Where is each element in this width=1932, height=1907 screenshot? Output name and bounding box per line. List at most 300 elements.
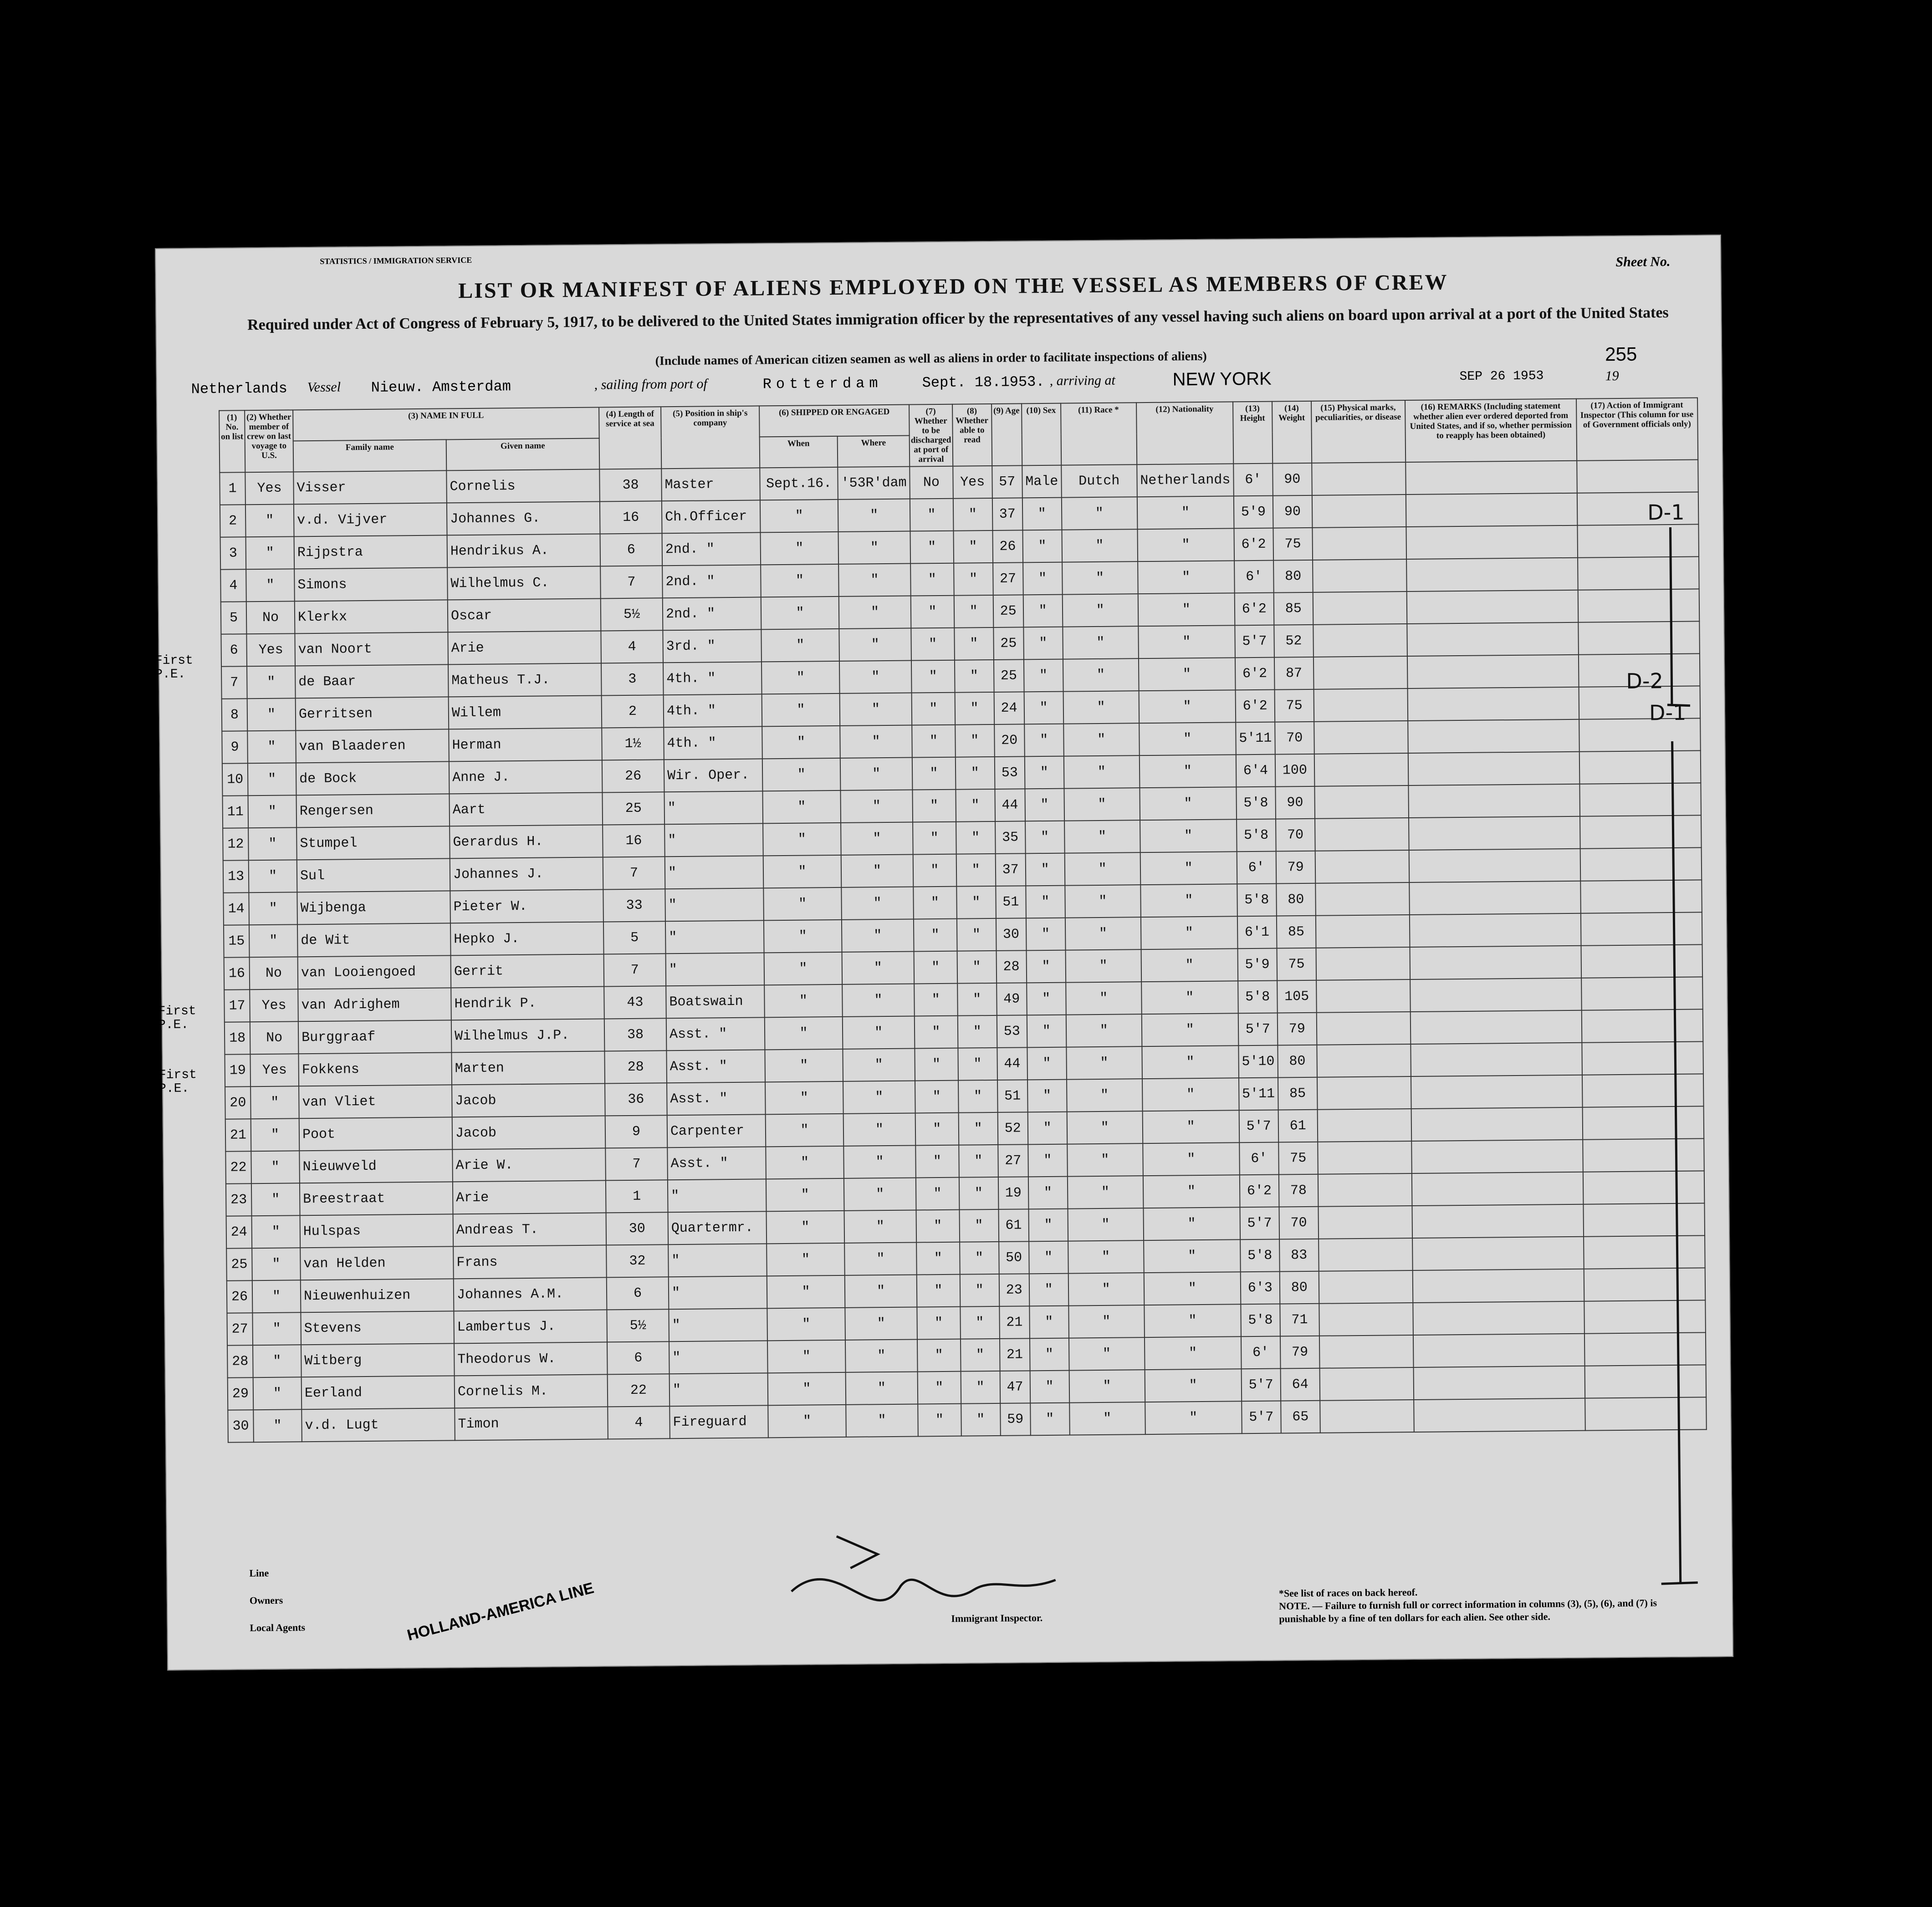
cell-phys (1312, 462, 1406, 495)
cell-age: 27 (993, 562, 1023, 595)
cell-phys (1314, 721, 1408, 754)
cell-when: " (767, 1308, 845, 1341)
cell-given: Cornelis M. (455, 1374, 608, 1408)
cell-nat: " (1140, 884, 1237, 917)
cell-member: " (251, 1151, 300, 1183)
cell-no: 8 (222, 699, 248, 731)
cell-position: " (668, 1244, 767, 1277)
cell-sex: " (1029, 1306, 1069, 1339)
cell-disch: " (918, 1372, 961, 1404)
cell-read: " (957, 983, 997, 1016)
cell-sex: " (1029, 1241, 1068, 1274)
margin-note: First P.E. (158, 1004, 196, 1033)
cell-given: Gerrit (451, 954, 604, 988)
cell-age: 53 (995, 756, 1025, 789)
cell-sex: " (1025, 853, 1065, 886)
owners-label: Owners (249, 1594, 283, 1606)
cell-length: 38 (599, 469, 662, 501)
cell-family: Klerkx (295, 600, 448, 633)
cell-position: Asst. " (666, 1017, 765, 1050)
cell-where: " (845, 1275, 917, 1307)
cell-no: 27 (227, 1313, 253, 1345)
cell-nat: " (1141, 948, 1238, 982)
cell-rem (1411, 1043, 1582, 1076)
cell-age: 25 (993, 627, 1024, 660)
cell-length: 1½ (602, 727, 664, 760)
footer-labels (249, 1559, 305, 1642)
cell-given: Andreas T. (453, 1213, 607, 1246)
cell-member: " (248, 763, 296, 795)
cell-family: Visser (293, 470, 447, 504)
cell-disch: " (912, 693, 955, 725)
cell-sex: " (1025, 821, 1065, 854)
cell-no: 28 (227, 1345, 253, 1377)
cell-given: Anne J. (449, 760, 603, 794)
cell-phys (1314, 753, 1409, 786)
cell-race: " (1067, 1143, 1143, 1176)
cell-where: " (845, 1307, 917, 1340)
cell-family: van Adrighem (298, 988, 451, 1021)
cell-read: " (959, 1209, 999, 1242)
cell-member: " (250, 1086, 299, 1119)
cell-weight: 83 (1279, 1239, 1319, 1272)
cell-disch: " (915, 1016, 958, 1049)
cell-where: " (840, 790, 913, 823)
cell-read: " (955, 724, 995, 757)
cell-length: 22 (608, 1374, 670, 1407)
cell-rem (1413, 1334, 1585, 1367)
cell-where: " (838, 499, 910, 532)
cell-rem (1412, 1172, 1584, 1206)
cell-length: 9 (605, 1115, 668, 1148)
cell-when: " (766, 1146, 844, 1179)
cell-act (1577, 459, 1698, 493)
cell-read: " (961, 1339, 1000, 1372)
cell-race: " (1067, 1111, 1143, 1144)
cell-position: 2nd. " (662, 532, 761, 566)
cell-given: Pieter W. (450, 889, 603, 923)
local-agents-label: Local Agents (250, 1621, 306, 1634)
cell-age: 52 (997, 1112, 1028, 1145)
cell-length: 25 (602, 792, 664, 825)
cell-length: 4 (608, 1406, 670, 1439)
cell-rem (1410, 946, 1581, 979)
cell-height: 6'2 (1234, 528, 1273, 561)
cell-read: " (957, 918, 997, 951)
page-subtitle-note: (Include names of American citizen seamen as well as aliens in order to facilitate inspections of aliens) (655, 349, 1207, 368)
margin-note: First P.E. (154, 653, 194, 682)
col-given: Given name (446, 439, 600, 471)
cell-family: Witberg (301, 1343, 455, 1377)
vessel-name: Nieuw. Amsterdam (371, 378, 511, 396)
cell-length: 2 (602, 695, 664, 728)
cell-weight: 75 (1278, 1142, 1318, 1175)
cell-no: 23 (226, 1183, 252, 1216)
cell-weight: 65 (1281, 1401, 1320, 1433)
cell-nat: " (1138, 593, 1235, 626)
cell-phys (1316, 915, 1410, 948)
cell-when: " (763, 855, 842, 888)
cell-read: " (956, 821, 996, 854)
cell-disch: " (916, 1242, 960, 1275)
cell-rem (1406, 525, 1578, 559)
cell-height: 6'2 (1235, 690, 1275, 723)
cell-disch: " (911, 596, 954, 628)
cell-read: " (954, 627, 994, 660)
col-name: (3) NAME IN FULL (293, 408, 599, 441)
cell-given: Johannes G. (447, 501, 600, 535)
cell-rem (1413, 1366, 1585, 1400)
cell-member: " (248, 795, 296, 828)
cell-where: " (840, 758, 913, 790)
cell-sex: " (1024, 659, 1063, 692)
cell-when: " (768, 1372, 846, 1405)
cell-nat: " (1141, 916, 1238, 949)
cell-age: 51 (996, 886, 1026, 918)
cell-length: 36 (605, 1083, 667, 1116)
col-family: Family name (293, 439, 447, 472)
cell-where: " (841, 887, 914, 920)
cell-family: Gerritsen (296, 697, 449, 730)
cell-age: 59 (1000, 1403, 1031, 1436)
cell-length: 7 (605, 1147, 668, 1180)
cell-disch: " (913, 822, 956, 855)
cell-where: " (844, 1242, 917, 1275)
cell-disch: " (915, 1113, 959, 1146)
cell-given: Aart (449, 792, 603, 826)
cell-disch: " (910, 499, 953, 531)
cell-given: Arie (448, 631, 601, 664)
cell-member: " (245, 504, 294, 537)
cell-given: Arie (453, 1180, 606, 1214)
cell-sex: " (1030, 1338, 1069, 1371)
arriving-label: , arriving at (1049, 372, 1115, 388)
cell-race: " (1066, 982, 1142, 1015)
cell-rem (1411, 1107, 1583, 1141)
cell-family: van Looiengoed (298, 955, 451, 989)
cell-member: " (249, 924, 298, 957)
cell-no: 19 (225, 1054, 250, 1086)
cell-height: 5'11 (1236, 722, 1275, 755)
cell-where: " (846, 1404, 918, 1437)
cell-read: " (959, 1145, 998, 1178)
cell-race: " (1062, 497, 1138, 530)
cell-weight: 70 (1275, 722, 1314, 755)
cell-read: " (956, 854, 996, 887)
cell-read: " (959, 1177, 999, 1210)
sailing-date: Sept. 18.1953. (922, 373, 1045, 392)
col-sex: (10) Sex (1022, 403, 1061, 466)
cell-age: 28 (996, 950, 1027, 983)
cell-where: " (843, 1113, 916, 1146)
cell-no: 17 (224, 989, 250, 1022)
cell-disch: " (915, 1145, 959, 1178)
cell-family: Hulspas (300, 1214, 454, 1248)
footer-note (1279, 1584, 1689, 1626)
cell-read: " (960, 1306, 1000, 1339)
cell-age: 25 (994, 659, 1024, 692)
cell-no: 10 (222, 763, 248, 795)
cell-when: " (761, 564, 839, 597)
cell-nat: " (1138, 625, 1235, 658)
cell-where: " (843, 1081, 915, 1114)
cell-weight: 64 (1280, 1368, 1320, 1401)
cell-position: 4th. " (664, 694, 762, 727)
cell-height: 5'8 (1237, 884, 1277, 917)
cell-age: 50 (999, 1241, 1029, 1274)
cell-length: 7 (600, 566, 663, 598)
cell-position: " (668, 1179, 767, 1212)
cell-when: " (767, 1211, 845, 1244)
sailing-label: , sailing from port of (594, 376, 707, 393)
cell-nat: " (1144, 1239, 1241, 1273)
cell-phys (1317, 1012, 1411, 1045)
cell-nat: " (1143, 1175, 1240, 1208)
cell-sex: " (1028, 1144, 1068, 1177)
cell-family: Breestraat (300, 1182, 453, 1215)
cell-race: " (1068, 1240, 1144, 1273)
cell-member: " (252, 1248, 301, 1280)
cell-phys (1320, 1400, 1414, 1433)
cell-height: 5'8 (1238, 981, 1278, 1014)
cell-member: " (249, 892, 297, 925)
cell-sex: " (1027, 1047, 1067, 1080)
cell-where: " (839, 596, 911, 629)
cell-weight: 90 (1275, 786, 1315, 819)
crew-table-body (220, 459, 1706, 1442)
cell-when: " (767, 1275, 845, 1308)
cell-weight: 79 (1278, 1013, 1317, 1045)
cell-nat: " (1140, 819, 1237, 852)
cell-when: " (767, 1340, 846, 1373)
cell-when: " (767, 1243, 845, 1276)
cell-rem (1409, 816, 1580, 850)
cell-read: " (956, 757, 995, 790)
cell-height: 5'7 (1240, 1207, 1279, 1240)
port-value: Rotterdam (762, 375, 883, 393)
cell-phys (1319, 1335, 1414, 1368)
cell-race: " (1065, 949, 1141, 982)
cell-sex: " (1025, 789, 1064, 821)
cell-when: " (766, 1114, 844, 1147)
cell-weight: 85 (1273, 592, 1313, 625)
cell-disch: " (915, 1048, 958, 1081)
cell-race: " (1066, 1046, 1142, 1079)
register-number: 255 (1605, 343, 1637, 365)
col-where: Where (838, 436, 910, 467)
cell-sex: " (1029, 1274, 1068, 1306)
cell-family: Stumpel (296, 826, 450, 860)
cell-given: Cornelis (446, 469, 600, 503)
cell-sex: " (1030, 1403, 1070, 1436)
cell-height: 5'7 (1242, 1401, 1281, 1434)
cell-where: " (843, 1145, 916, 1178)
cell-member: " (252, 1215, 301, 1248)
cell-race: " (1064, 788, 1140, 821)
cell-when: " (761, 597, 839, 629)
cell-disch: " (910, 531, 954, 564)
cell-race: " (1069, 1370, 1145, 1402)
cell-age: 35 (995, 821, 1026, 854)
cell-height: 6'2 (1234, 593, 1274, 626)
handwritten-d1-second: D-1 (1649, 700, 1687, 725)
cell-weight: 90 (1273, 495, 1313, 528)
cell-rem (1407, 655, 1579, 688)
cell-family: Wijbenga (297, 891, 450, 924)
cell-given: Jacob (452, 1083, 605, 1117)
cell-age: 27 (998, 1144, 1028, 1177)
cell-weight: 80 (1279, 1271, 1319, 1304)
cell-when: " (762, 758, 841, 791)
cell-given: Herman (449, 728, 602, 761)
cell-length: 16 (603, 824, 665, 857)
cell-where: " (844, 1210, 917, 1243)
cell-nat: " (1142, 1045, 1239, 1079)
cell-member: " (251, 1183, 300, 1216)
cell-disch: " (913, 854, 956, 887)
cell-phys (1318, 1141, 1412, 1174)
cell-position: 3rd. " (663, 629, 762, 663)
cell-weight: 71 (1280, 1304, 1319, 1336)
cell-rem (1408, 719, 1579, 753)
cell-phys (1315, 882, 1410, 916)
cell-phys (1316, 947, 1410, 980)
col-action: (17) Action of Immigrant Inspector (This column for use of Government officials only) (1576, 398, 1698, 460)
col-discharged: (7) Whether to be discharged at port of arrival (909, 404, 953, 467)
cell-no: 13 (223, 860, 249, 892)
cell-phys (1315, 818, 1409, 851)
cell-member: " (248, 827, 297, 860)
cell-phys (1314, 688, 1408, 722)
cell-sex: " (1027, 983, 1066, 1015)
cell-member: " (246, 569, 295, 602)
cell-no: 6 (221, 634, 247, 666)
cell-age: 47 (1000, 1371, 1030, 1403)
cell-no: 1 (220, 472, 245, 505)
cell-where: " (839, 661, 912, 693)
page-subtitle: Required under Act of Congress of February 5, 1917, to be delivered to the United States immigration officer by the representatives of any vessel having such aliens on board upon arrival at a port of the United States (247, 304, 1669, 334)
cell-given: Frans (453, 1245, 607, 1279)
cell-family: v.d. Lugt (302, 1408, 455, 1442)
inspector-label: Immigrant Inspector. (951, 1612, 1043, 1624)
cell-height: 6' (1239, 1142, 1279, 1175)
cell-sex: " (1027, 1112, 1067, 1145)
line-label: Line (249, 1567, 269, 1579)
cell-race: " (1067, 1079, 1143, 1112)
cell-family: van Vliet (299, 1085, 452, 1118)
cell-height: 5'7 (1238, 1013, 1278, 1046)
cell-no: 14 (223, 892, 249, 925)
cell-given: Wilhelmus C. (447, 566, 601, 600)
cell-age: 53 (997, 1015, 1027, 1048)
cell-nat: " (1144, 1304, 1241, 1337)
cell-no: 16 (224, 957, 250, 989)
arrival-port: NEW YORK (1172, 368, 1272, 390)
cell-no: 3 (220, 537, 246, 569)
cell-race: " (1068, 1208, 1144, 1241)
cell-given: Johannes J. (450, 857, 603, 891)
cell-no: 25 (226, 1248, 252, 1280)
cell-height: 6'1 (1237, 916, 1277, 949)
cell-sex: " (1026, 950, 1066, 983)
cell-length: 30 (606, 1212, 669, 1245)
cell-rem (1411, 1010, 1582, 1044)
col-race: (11) Race * (1061, 403, 1137, 465)
cell-race: Dutch (1061, 464, 1137, 497)
col-no: (1) No. on list (219, 410, 245, 472)
cell-when: " (760, 532, 838, 565)
cell-weight: 80 (1276, 883, 1316, 916)
cell-member: No (250, 1021, 299, 1054)
cell-no: 22 (225, 1151, 251, 1183)
cell-position: Boatswain (666, 985, 765, 1018)
cell-when: " (764, 952, 843, 985)
cell-race: " (1064, 820, 1140, 853)
cell-sex: " (1023, 595, 1063, 627)
cell-rem (1410, 978, 1582, 1012)
cell-disch: " (910, 563, 954, 596)
cell-age: 49 (997, 983, 1027, 1015)
cell-given: Johannes A.M. (454, 1277, 607, 1311)
handwritten-d1: D-1 (1647, 500, 1685, 525)
cell-disch: " (913, 887, 956, 919)
cell-given: Arie W. (452, 1148, 606, 1182)
cell-read: " (954, 595, 993, 628)
cell-nat: " (1139, 658, 1236, 691)
cell-sex: Male (1022, 465, 1062, 498)
cell-height: 5'8 (1240, 1239, 1280, 1272)
cell-given: Hepko J. (450, 922, 604, 955)
cell-where: " (840, 725, 912, 758)
cell-member: " (251, 1118, 300, 1151)
cell-length: 5½ (607, 1309, 669, 1342)
cell-phys (1312, 527, 1406, 560)
cell-length: 6 (607, 1341, 670, 1374)
cell-family: Fokkens (298, 1052, 452, 1086)
cell-disch: " (912, 757, 956, 790)
cell-family: Rijpstra (294, 535, 448, 569)
cell-rem (1413, 1301, 1584, 1335)
cell-read: " (955, 660, 994, 693)
cell-nat: " (1138, 561, 1235, 594)
cell-height: 5'7 (1239, 1110, 1278, 1143)
cell-length: 6 (600, 533, 663, 566)
cell-no: 5 (221, 602, 247, 634)
cell-where: " (841, 822, 913, 855)
flag-value: Netherlands (191, 380, 288, 398)
cell-family: Sul (297, 858, 450, 892)
cell-sex: " (1022, 530, 1062, 563)
cell-disch: " (914, 984, 957, 1016)
cell-race: " (1064, 852, 1140, 885)
cell-age: 25 (993, 595, 1023, 627)
cell-sex: " (1028, 1177, 1068, 1209)
cell-rem (1406, 493, 1578, 527)
cell-where: " (838, 531, 910, 564)
cell-family: Nieuwveld (299, 1149, 453, 1183)
cell-disch: " (916, 1178, 959, 1210)
cell-given: Wilhelmus J.P. (451, 1019, 605, 1052)
cell-family: de Baar (295, 664, 449, 698)
cell-sex: " (1030, 1371, 1069, 1403)
cell-age: 23 (999, 1274, 1029, 1306)
cell-phys (1314, 785, 1409, 819)
cell-disch: " (912, 790, 956, 822)
cell-position: Asst. " (667, 1147, 766, 1180)
cell-given: Hendrik P. (451, 986, 604, 1020)
cell-race: " (1063, 691, 1139, 724)
cell-disch: " (911, 628, 954, 661)
